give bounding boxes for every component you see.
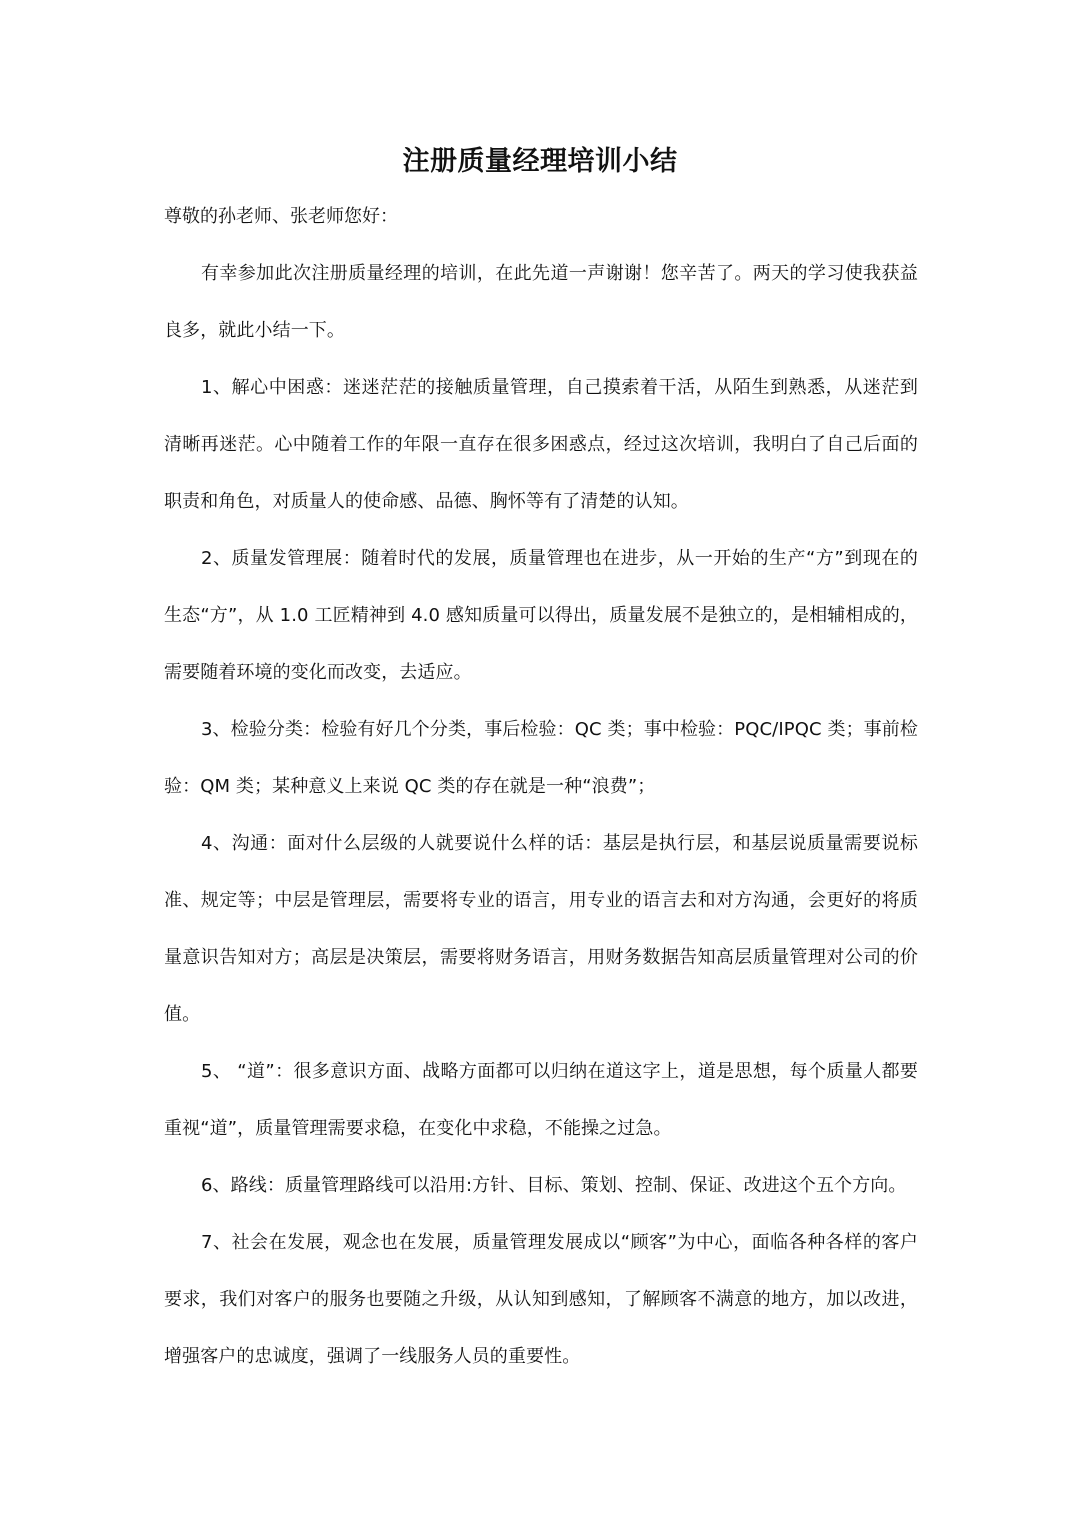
document-body	[164, 188, 918, 1385]
greeting-line: 尊敬的孙老师、张老师您好：	[164, 206, 398, 227]
paragraph-point-3: 3、检验分类：检验有好几个分类，事后检验：QC 类；事中检验：PQC/IPQC 类；事前检验：QM 类；某种意义上来说 QC 类的存在就是一种“浪费”；	[164, 719, 918, 797]
paragraph-point-6: 6、路线：质量管理路线可以沿用:方针、目标、策划、控制、保证、改进这个五个方向。	[201, 1175, 907, 1196]
paragraph-point-5: 5、 “道”：很多意识方面、战略方面都可以归纳在道这字上，道是思想，每个质量人都要重视“道”，质量管理需要求稳，在变化中求稳，不能操之过急。	[164, 1061, 918, 1139]
paragraph-point-2: 2、质量发管理展：随着时代的发展，质量管理也在进步，从一开始的生产“方”到现在的生态“方”，从 1.0 工匠精神到 4.0 感知质量可以得出，质量发展不是独立的，是相辅相成的，需要随着环境的变化而改变，去适应。	[164, 548, 918, 683]
paragraph-intro: 有幸参加此次注册质量经理的培训，在此先道一声谢谢！您辛苦了。两天的学习使我获益良多，就此小结一下。	[164, 263, 918, 341]
paragraph-point-1: 1、解心中困惑：迷迷茫茫的接触质量管理，自己摸索着干活，从陌生到熟悉，从迷茫到清晰再迷茫。心中随着工作的年限一直存在很多困惑点，经过这次培训，我明白了自己后面的职责和角色，对质量人的使命感、品德、胸怀等有了清楚的认知。	[164, 377, 918, 512]
document-title: 注册质量经理培训小结	[402, 146, 678, 177]
paragraph-point-4: 4、沟通：面对什么层级的人就要说什么样的话：基层是执行层，和基层说质量需要说标准、规定等；中层是管理层，需要将专业的语言，用专业的语言去和对方沟通，会更好的将质量意识告知对方；高层是决策层，需要将财务语言，用财务数据告知高层质量管理对公司的价值。	[164, 833, 918, 1025]
paragraph-point-7: 7、社会在发展，观念也在发展，质量管理发展成以“顾客”为中心，面临各种各样的客户要求，我们对客户的服务也要随之升级，从认知到感知，了解顾客不满意的地方，加以改进，增强客户的忠诚度，强调了一线服务人员的重要性。	[164, 1232, 918, 1367]
